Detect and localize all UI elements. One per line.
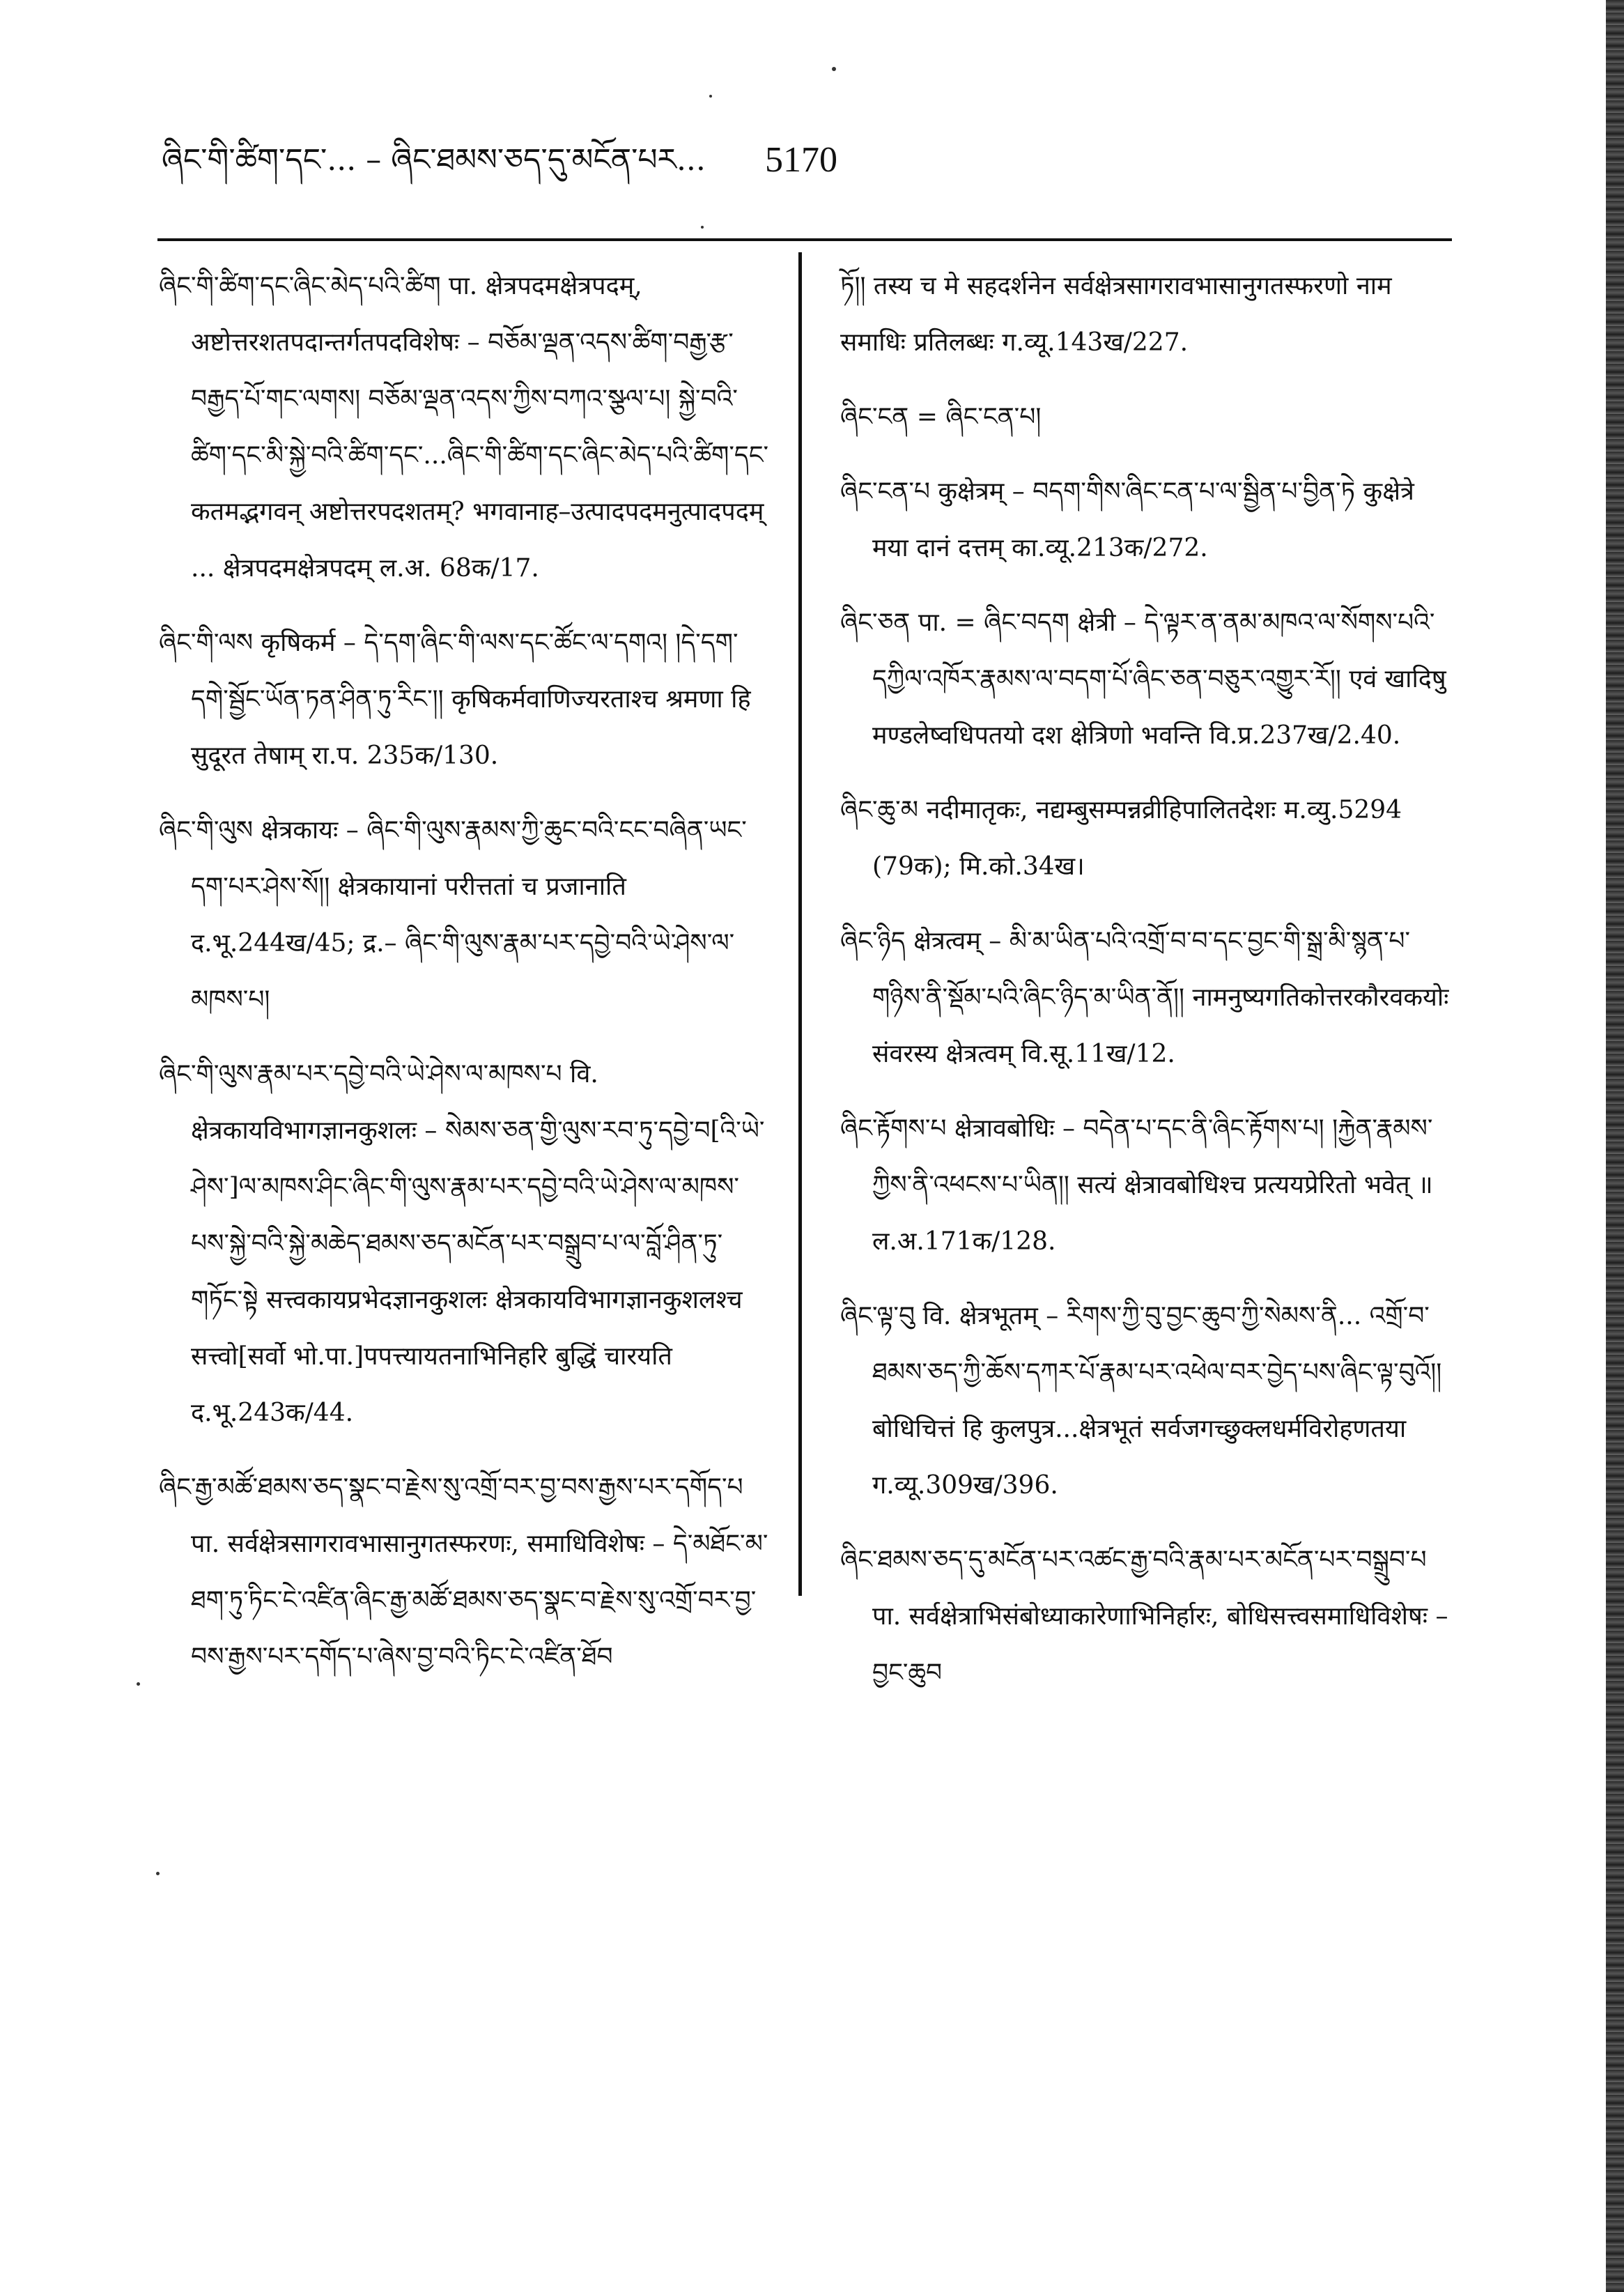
scan-speck <box>709 95 712 98</box>
dictionary-entry: ཞིང་གི་ལུས क्षेत्रकायः – ཞིང་གི་ལུས་རྣམས་ཀྱི་ཆུང་བའི་ངང་བཞིན་ཡང་དག་པར་ཤེས་སོ།། क्षेत्रकायानां परीत्ततां च प्रजानाति द.भू.244ख/45; द्र.– ཞིང་གི་ལུས་རྣམ་པར་དབྱེ་བའི་ཡེ་ཤེས་ལ་མཁས་པ། <box>159 816 747 1014</box>
header-rule <box>157 238 1452 241</box>
dictionary-entry: ཞིང་གི་ལུས་རྣམ་པར་དབྱེ་བའི་ཡེ་ཤེས་ལ་མཁས་པ वि. क्षेत्रकायविभागज्ञानकुशलः – སེམས་ཅན་གྱི་ལུས་རབ་ཏུ་དབྱེ་བ[འི་ཡེ་ཤེས་]ལ་མཁས་ཤིང་ཞིང་གི་ལུས་རྣམ་པར་དབྱེ་བའི་ཡེ་ཤེས་ལ་མཁས་པས་སྐྱེ་བའི་སྐྱེ་མཆེད་ཐམས་ཅད་མངོན་པར་བསྒྲུབ་པ་ལ་བློ་ཤིན་ཏུ་གཏོང་སྟེ सत्त्वकायप्रभेदज्ञानकुशलः क्षेत्रकायविभागज्ञानकुशलश्च सत्त्वो[सर्वो भो.पा.]पपत्त्यायतनाभिनिहरि बुद्धिं चारयति द.भू.243क/44. <box>159 1060 765 1427</box>
right-column <box>840 258 1453 1687</box>
dictionary-entry: ཞིང་ངན = ཞིང་ངན་པ། <box>840 403 1042 431</box>
dictionary-entry: ཞིང་ངན་པ कुक्षेत्रम् – བདག་གིས་ཞིང་ངན་པ་ལ་སྦྱིན་པ་བྱིན་ཏེ कुक्षेत्रे मया दानं दत्तम् का.व्यू.213क/272. <box>840 477 1414 562</box>
dictionary-entry: ཞིང་ཅན पा. = ཞིང་བདག क्षेत्री – དེ་ལྟར་ན་ནམ་མཁའ་ལ་སོགས་པའི་དཀྱིལ་འཁོར་རྣམས་ལ་བདག་པོ་ཞིང་ཅན་བཅུར་འགྱུར་རོ།། एवं खादिषु मण्डलेष्वधिपतयो दश क्षेत्रिणो भवन्ति वि.प्र.237ख/2.40. <box>840 608 1446 750</box>
scan-edge-strip <box>1606 0 1624 2292</box>
dictionary-entry: ཞིང་ཐམས་ཅད་དུ་མངོན་པར་འཚང་རྒྱ་བའི་རྣམ་པར་མངོན་པར་བསྒྲུབ་པ पा. सर्वक्षेत्राभिसंबोध्याकारेणाभिनिर्हारः, बोधिसत्त्वसमाधिविशेषः – བྱང་ཆུབ <box>840 1546 1448 1687</box>
column-divider <box>798 252 802 1596</box>
page-number: 5170 <box>765 140 837 180</box>
scan-speck <box>832 67 836 71</box>
scan-speck <box>137 1682 140 1686</box>
dictionary-entry: ཞིང་རྒྱ་མཚོ་ཐམས་ཅད་སྣང་བ་རྗེས་སུ་འགྲོ་བར་བྱ་བས་རྒྱས་པར་དགོད་པ पा. सर्वक्षेत्रसागरावभासानुगतस्फरणः, समाधिविशेषः – དེ་མཐོང་མ་ཐག་ཏུ་ཏིང་ངེ་འཛིན་ཞིང་རྒྱ་མཚོ་ཐམས་ཅད་སྣང་བ་རྗེས་སུ་འགྲོ་བར་བྱ་བས་རྒྱས་པར་དགོད་པ་ཞེས་བྱ་བའི་ཏིང་ངེ་འཛིན་ཐོབ <box>159 1473 768 1671</box>
dictionary-entry: ཞིང་ལྟ་བུ वि. क्षेत्रभूतम् – རིགས་ཀྱི་བུ་བྱང་ཆུབ་ཀྱི་སེམས་ནི... འགྲོ་བ་ཐམས་ཅད་ཀྱི་ཆོས་དཀར་པོ་རྣམ་པར་འཕེལ་བར་བྱེད་པས་ཞིང་ལྟ་བུའོ།། बोधिचित्तं हि कुलपुत्र...क्षेत्रभूतं सर्वजगच्छुक्लधर्मविरोहणतया ग.व्यू.309ख/396. <box>840 1302 1442 1500</box>
dictionary-entry: ཞིང་ཉིད क्षेत्रत्वम् – མི་མ་ཡིན་པའི་འགྲོ་བ་བ་དང་བྱང་གི་སྒྲ་མི་སྙན་པ་གཉིས་ནི་སྡོམ་པའི་ཞིང་ཉིད་མ་ཡིན་ནོ།། नामनुष्यगतिकोत्तरकौरवकयोः संवरस्य क्षेत्रत्वम् वि.सू.11ख/12. <box>840 927 1449 1068</box>
dictionary-entry-continuation: ཏོ།། तस्य च मे सहदर्शनेन सर्वक्षेत्रसागरावभासानुगतस्फरणो नाम समाधिः प्रतिलब्धः ग.व्यू.143ख/227. <box>840 272 1392 357</box>
scan-speck <box>701 226 704 229</box>
dictionary-entry: ཞིང་ཆུ་མ नदीमातृकः, नद्यम्बुसम्पन्नव्रीहिपालितदेशः म.व्यु.5294 (79क); मि.को.34ख। <box>840 796 1402 881</box>
dictionary-entry: ཞིང་རྟོགས་པ क्षेत्रावबोधिः – བདེན་པ་དང་ནི་ཞིང་རྟོགས་པ། །རྐྱེན་རྣམས་ཀྱིས་ནི་འཕངས་པ་ཡིན།། सत्यं क्षेत्रावबोधिश्च प्रत्ययप्रेरितो भवेत् ॥ ल.अ.171क/128. <box>840 1114 1433 1256</box>
scan-speck <box>156 1872 160 1875</box>
left-column <box>159 258 772 1671</box>
dictionary-entry: ཞིང་གི་ཚིག་དང་ཞིང་མེད་པའི་ཚིག पा. क्षेत्रपदमक्षेत्रपदम्, अष्टोत्तरशतपदान्तर्गतपदविशेषः – བཅོམ་ལྡན་འདས་ཚིག་བརྒྱ་རྩ་བརྒྱད་པོ་གང་ལགས། བཅོམ་ལྡན་འདས་ཀྱིས་བཀའ་སྩལ་པ། སྐྱེ་བའི་ཚིག་དང་མི་སྐྱེ་བའི་ཚིག་དང་...ཞིང་གི་ཚིག་དང་ཞིང་མེད་པའི་ཚིག་དང་ कतमद्भगवन् अष्टोत्तरपदशतम्? भगवानाह–उत्पादपदमनुत्पादपदम् ... क्षेत्रपदमक्षेत्रपदम् ल.अ. 68क/17. <box>159 272 769 583</box>
dictionary-entry: ཞིང་གི་ལས कृषिकर्म – དེ་དག་ཞིང་གི་ལས་དང་ཚོང་ལ་དགའ། །དེ་དག་དགེ་སྦྱོང་ཡོན་ཏན་ཤིན་ཏུ་རིང་།། कृषिकर्मवाणिज्यरताश्च श्रमणा हि सुदूरत तेषाम् रा.प. 235क/130. <box>159 629 751 770</box>
running-head: ཞིང་གི་ཚིག་དང་... – ཞིང་ཐམས་ཅད་དུ་མངོན་པར... <box>162 142 706 178</box>
